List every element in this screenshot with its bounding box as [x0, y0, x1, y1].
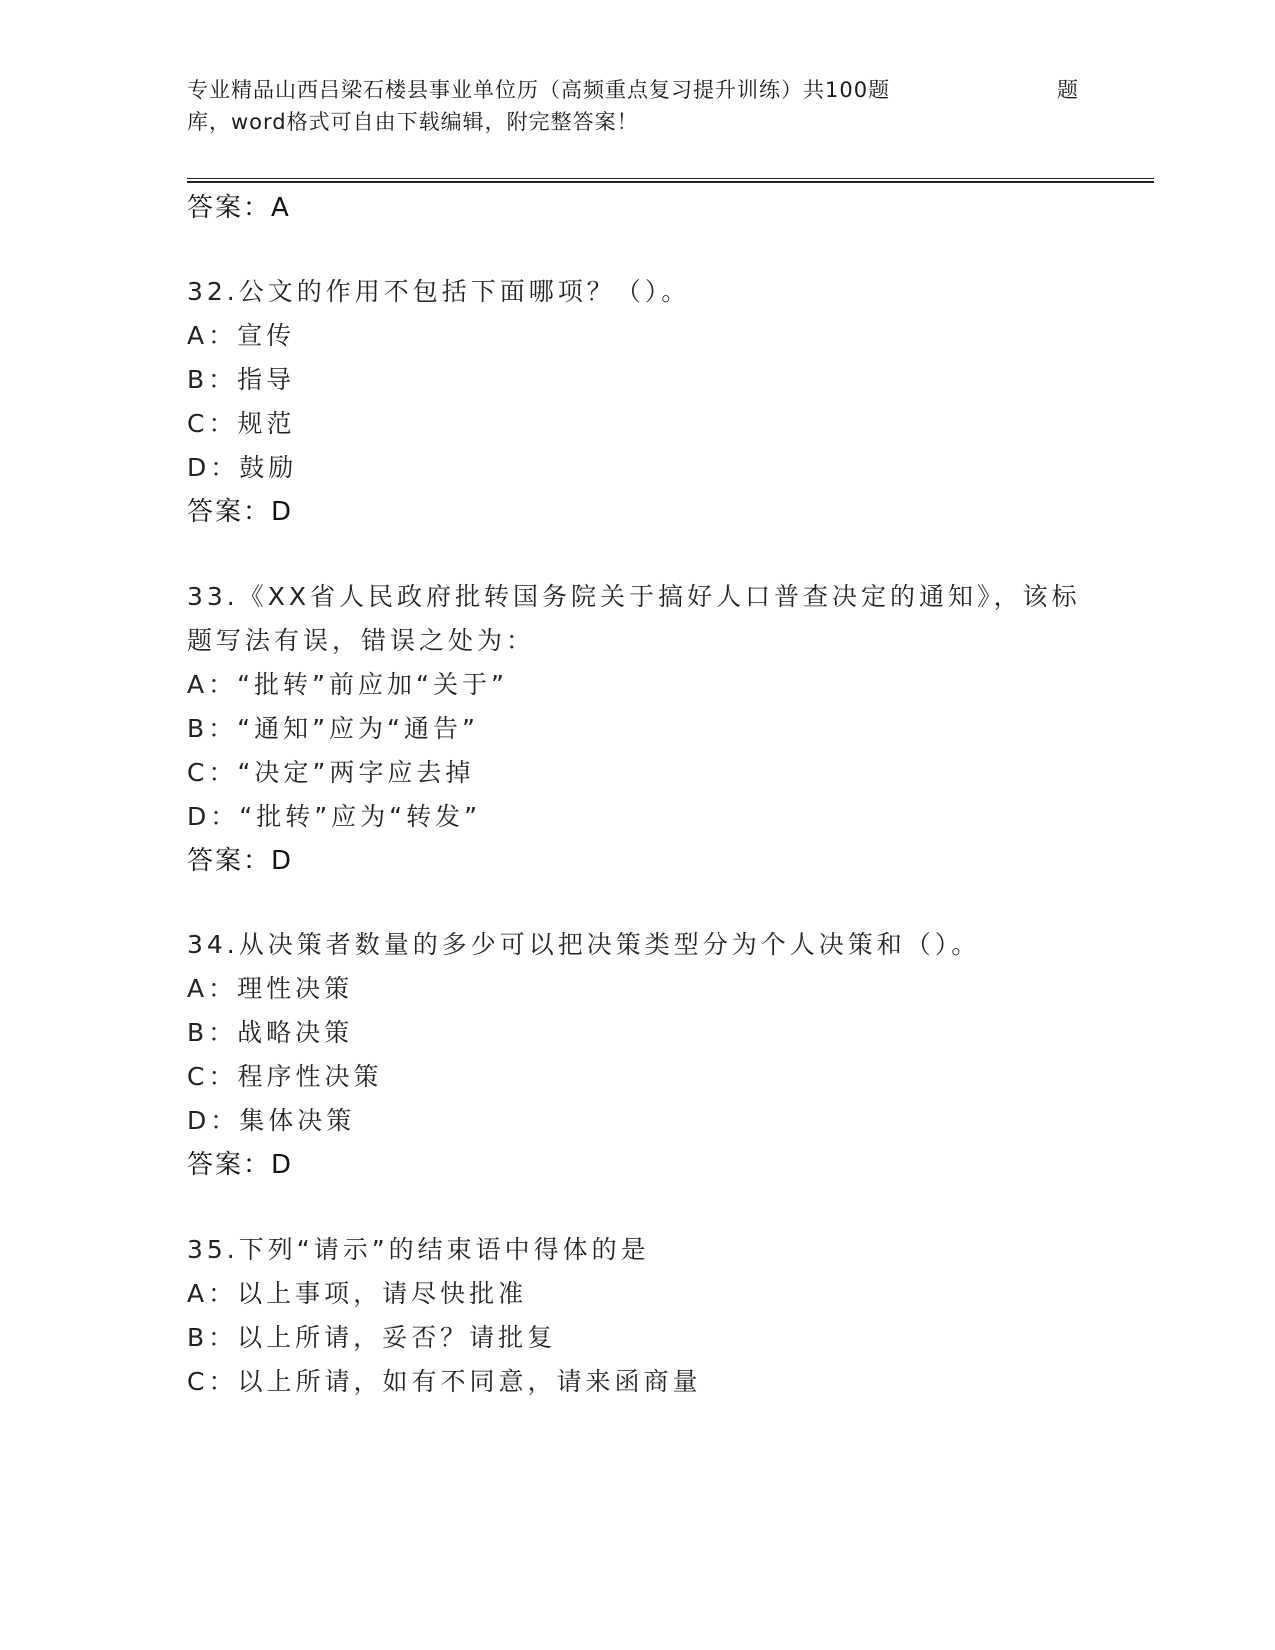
- question-32-option-a: A：宣传: [187, 321, 296, 350]
- question-33-option-a: A：“批转”前应加“关于”: [187, 670, 508, 699]
- answer-31: 答案：A: [187, 193, 291, 223]
- question-34-option-d: D：集体决策: [187, 1106, 356, 1135]
- page-header: [187, 74, 1087, 138]
- question-33-text-line-2: 题写法有误，错误之处为：: [187, 626, 536, 655]
- question-34-option-c: C：程序性决策: [187, 1062, 383, 1091]
- question-32-option-d: D：鼓励: [187, 453, 298, 482]
- header-divider-thick: [187, 181, 1154, 183]
- question-35-option-a: A：以上事项，请尽快批准: [187, 1279, 528, 1308]
- question-34-option-a: A：理性决策: [187, 974, 354, 1003]
- question-33-option-c: C：“决定”两字应去掉: [187, 758, 475, 787]
- question-35-option-b: B：以上所请，妥否？请批复: [187, 1323, 557, 1352]
- header-line-2: 库，word格式可自由下载编辑，附完整答案！: [187, 110, 639, 134]
- question-35-text: 35.下列“请示”的结束语中得体的是: [187, 1235, 650, 1264]
- header-line-1: [187, 74, 1087, 106]
- header-title-trail: 题: [1057, 78, 1079, 102]
- question-32-text: 32.公文的作用不包括下面哪项？（）。: [187, 277, 691, 306]
- question-33-option-d: D：“批转”应为“转发”: [187, 802, 482, 831]
- question-33-answer: 答案：D: [187, 846, 294, 876]
- question-35-option-c: C：以上所请，如有不同意，请来函商量: [187, 1367, 702, 1396]
- question-34-answer: 答案：D: [187, 1150, 294, 1180]
- question-33-option-b: B：“通知”应为“通告”: [187, 714, 479, 743]
- question-32-option-b: B：指导: [187, 365, 296, 394]
- question-34-text: 34.从决策者数量的多少可以把决策类型分为个人决策和（）。: [187, 930, 981, 959]
- header-divider-thin: [187, 178, 1154, 179]
- header-title-text: 专业精品山西吕梁石楼县事业单位历（高频重点复习提升训练）共100题: [187, 78, 891, 102]
- question-32-answer: 答案：D: [187, 497, 294, 527]
- question-32-option-c: C：规范: [187, 409, 296, 438]
- question-34-option-b: B：战略决策: [187, 1018, 354, 1047]
- question-33-text-line-1: 33.《XX省人民政府批转国务院关于搞好人口普查决定的通知》，该标: [187, 582, 1081, 611]
